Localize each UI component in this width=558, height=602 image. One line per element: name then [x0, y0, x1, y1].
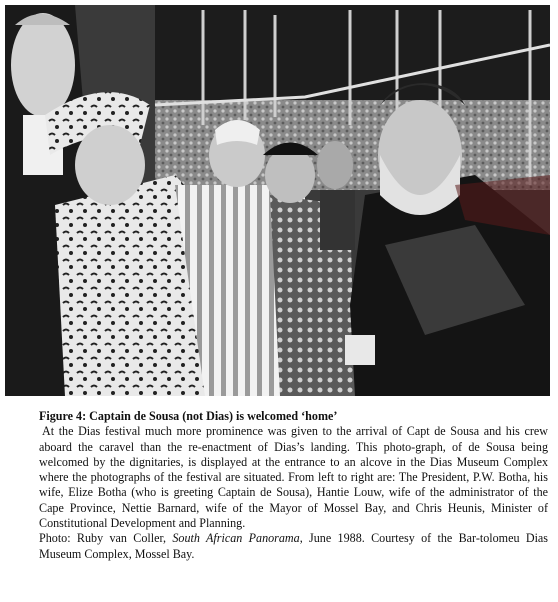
credit-prefix: Photo: Ruby van Coller,: [39, 531, 173, 546]
credit-suffix: , June 1988. Courtesy of the Bar-tolomeu Dias Museum Complex, Mossel Bay.: [39, 531, 548, 561]
figure-description: At the Dias festival much more prominence was given to the arrival of Capt de Sousa and his crew aboard the caravel than the re-enactment of Dias’s landing. This photo-graph, of de Sousa being welcomed by the dignitaries, is displayed at the entrance to an alcove in the Dias Museum Complex where the photographs of the festival are situated. From left to right are: The President, P.W. Botha, his wife, Elize Botha (who is greeting Captain de Sousa), Hantie Louw, wife of the administrator of the Cape Province, Nettie Barnard, wife of the Mayor of Mossel Bay, and Chris Heunis, Minister of Constitutional Development and Planning.: [39, 424, 548, 531]
figure-caption: [39, 409, 548, 562]
figure-title: Figure 4: Captain de Sousa (not Dias) is welcomed ‘home’: [39, 409, 338, 423]
festival-photograph: [5, 5, 550, 396]
photo-credit: [39, 531, 548, 562]
credit-publication: South African Panorama: [172, 531, 300, 546]
